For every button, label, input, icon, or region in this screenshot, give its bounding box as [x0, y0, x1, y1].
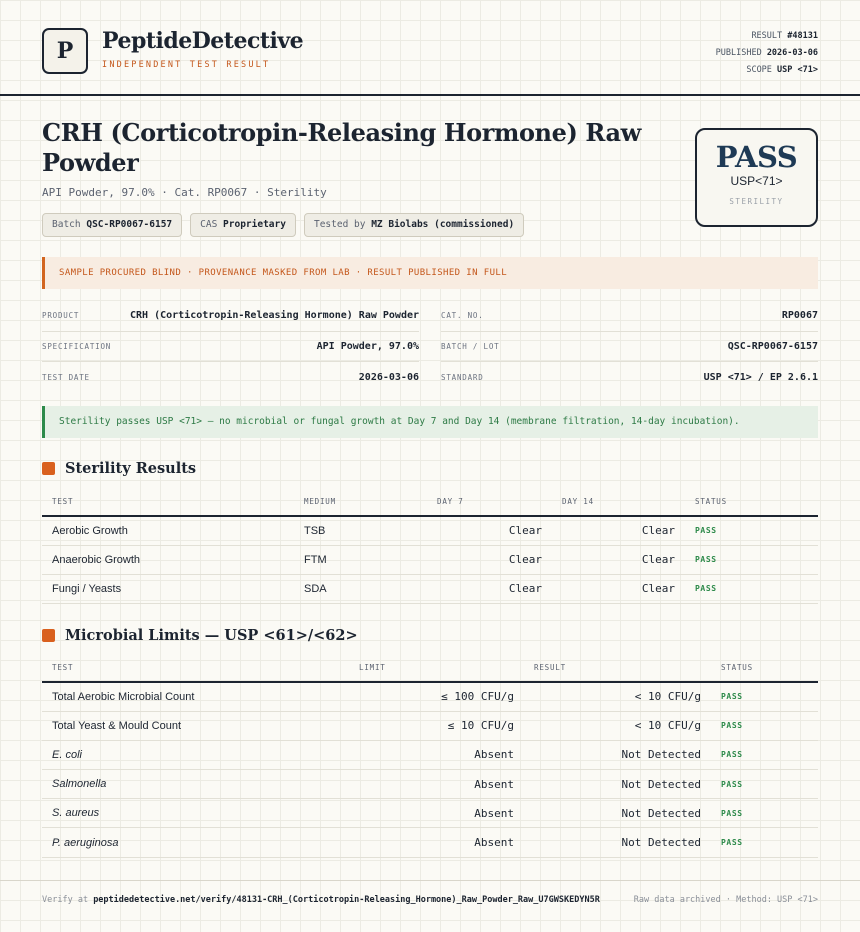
result: Not Detected [524, 828, 711, 857]
col-header: STATUS [711, 654, 818, 682]
chip-value: MZ Biolabs (commissioned) [371, 219, 515, 230]
info-row-cat-no [441, 301, 818, 332]
day7-result: Clear [427, 545, 552, 574]
test-name: Fungi / Yeasts [42, 574, 294, 603]
test-name: Aerobic Growth [42, 516, 294, 545]
result-meta [716, 28, 818, 79]
product-subtitle: API Powder, 97.0% · Cat. RP0067 · Sterility [42, 186, 327, 199]
limit: ≤ 100 CFU/g [349, 682, 524, 711]
info-key: STANDARD [441, 372, 484, 382]
info-row-product [42, 301, 419, 332]
medium: SDA [294, 574, 427, 603]
test-name: Total Yeast & Mould Count [42, 711, 349, 740]
status-badge: PASS [711, 770, 818, 799]
logo[interactable]: P [42, 28, 88, 74]
day14-result: Clear [552, 516, 685, 545]
section-marker-icon [42, 462, 55, 475]
table-row [42, 516, 818, 545]
table-header-row [42, 488, 818, 516]
verdict-word: PASS [715, 140, 798, 174]
medium: FTM [294, 545, 427, 574]
info-row-test-date [42, 362, 419, 393]
col-header: LIMIT [349, 654, 524, 682]
info-value: API Powder, 97.0% [316, 340, 419, 352]
info-key: SPECIFICATION [42, 341, 112, 351]
info-value: 2026-03-06 [358, 371, 419, 383]
published-label: PUBLISHED [715, 48, 762, 58]
col-header: TEST [42, 654, 349, 682]
test-name: S. aureus [42, 799, 349, 828]
col-header: DAY 7 [427, 488, 552, 516]
table-row [42, 682, 818, 711]
info-value: QSC-RP0067-6157 [727, 340, 818, 352]
status-badge: PASS [711, 682, 818, 711]
sterility-section-title [42, 460, 196, 477]
brand-name[interactable]: PeptideDetective [102, 28, 304, 54]
col-header: STATUS [685, 488, 818, 516]
result: Not Detected [524, 799, 711, 828]
day14-result: Clear [552, 574, 685, 603]
info-grid-left [42, 301, 419, 393]
info-value: USP <71> / EP 2.6.1 [703, 371, 818, 383]
published-date: 2026-03-06 [766, 48, 818, 58]
result-number: #48131 [787, 31, 818, 41]
col-header: RESULT [524, 654, 711, 682]
chip-value: QSC-RP0067-6157 [86, 219, 173, 230]
day14-result: Clear [552, 545, 685, 574]
info-key: PRODUCT [42, 311, 80, 321]
section-heading: Microbial Limits — USP <61>/<62> [65, 627, 358, 644]
result-summary: Sterility passes USP <71> — no microbial or fungal growth at Day 7 and Day 14 (membrane filtration, 14-day incubation). [42, 406, 818, 438]
verdict-standard: USP<71> [730, 174, 783, 188]
chip-value: Proprietary [223, 219, 286, 230]
status-badge: PASS [711, 711, 818, 740]
result-label: RESULT [751, 31, 783, 41]
col-header: DAY 14 [552, 488, 685, 516]
info-row-specification [42, 332, 419, 363]
test-name: Anaerobic Growth [42, 545, 294, 574]
result: < 10 CFU/g [524, 682, 711, 711]
verify-label: Verify at [42, 895, 89, 905]
table-row [42, 828, 818, 857]
scope-value: USP <71> [777, 65, 818, 75]
info-grid-right [441, 301, 818, 393]
batch-chip [42, 213, 182, 237]
microbial-section-title [42, 627, 358, 644]
verdict-stamp [695, 128, 818, 227]
product-title: CRH (Corticotropin-Releasing Hormone) Raw Powder [42, 118, 641, 177]
table-header-row [42, 654, 818, 682]
verdict-scope: STERILITY [729, 197, 784, 206]
table-row [42, 574, 818, 603]
col-header: TEST [42, 488, 294, 516]
table-row [42, 770, 818, 799]
result: Not Detected [524, 740, 711, 769]
status-badge: PASS [685, 516, 818, 545]
chip-label: Tested by [313, 219, 366, 230]
test-name: P. aeruginosa [42, 828, 349, 857]
limit: Absent [349, 828, 524, 857]
sterility-table [42, 488, 818, 604]
limit: Absent [349, 740, 524, 769]
verify-line [42, 895, 600, 905]
product-chips [42, 213, 524, 237]
limit: Absent [349, 770, 524, 799]
section-heading: Sterility Results [65, 460, 197, 477]
result: < 10 CFU/g [524, 711, 711, 740]
medium: TSB [294, 516, 427, 545]
status-badge: PASS [711, 828, 818, 857]
day7-result: Clear [427, 574, 552, 603]
report-header [0, 0, 860, 96]
tested-by-chip [304, 213, 524, 237]
info-key: CAT. NO. [441, 311, 484, 321]
info-key: BATCH / LOT [441, 341, 500, 351]
table-row [42, 740, 818, 769]
chip-label: CAS [200, 219, 218, 230]
test-name: E. coli [42, 740, 349, 769]
info-value: CRH (Corticotropin-Releasing Hormone) Raw Powder [130, 310, 419, 322]
status-badge: PASS [685, 545, 818, 574]
microbial-table [42, 654, 818, 858]
brand-tagline: INDEPENDENT TEST RESULT [102, 60, 271, 70]
day7-result: Clear [427, 516, 552, 545]
archive-note: Raw data archived · Method: USP <71> [633, 895, 818, 905]
info-row-batch [441, 332, 818, 363]
limit: Absent [349, 799, 524, 828]
col-header: MEDIUM [294, 488, 427, 516]
info-row-standard [441, 362, 818, 393]
test-name: Salmonella [42, 770, 349, 799]
verify-link[interactable]: peptidedetective.net/verify/48131-CRH_(Corticotropin-Releasing_Hormone)_Raw_Powder_Raw_U7GWSKEDYN5R [93, 895, 600, 905]
section-marker-icon [42, 629, 55, 642]
info-value: RP0067 [781, 310, 818, 322]
scope-label: SCOPE [746, 65, 772, 75]
status-badge: PASS [685, 574, 818, 603]
report-footer [0, 880, 860, 932]
table-row [42, 711, 818, 740]
info-key: TEST DATE [42, 372, 90, 382]
result: Not Detected [524, 770, 711, 799]
status-badge: PASS [711, 740, 818, 769]
status-badge: PASS [711, 799, 818, 828]
cas-chip [190, 213, 296, 237]
test-name: Total Aerobic Microbial Count [42, 682, 349, 711]
chip-label: Batch [52, 219, 81, 230]
table-row [42, 545, 818, 574]
table-row [42, 799, 818, 828]
limit: ≤ 10 CFU/g [349, 711, 524, 740]
blind-notice: SAMPLE PROCURED BLIND · PROVENANCE MASKED FROM LAB · RESULT PUBLISHED IN FULL [42, 257, 818, 289]
